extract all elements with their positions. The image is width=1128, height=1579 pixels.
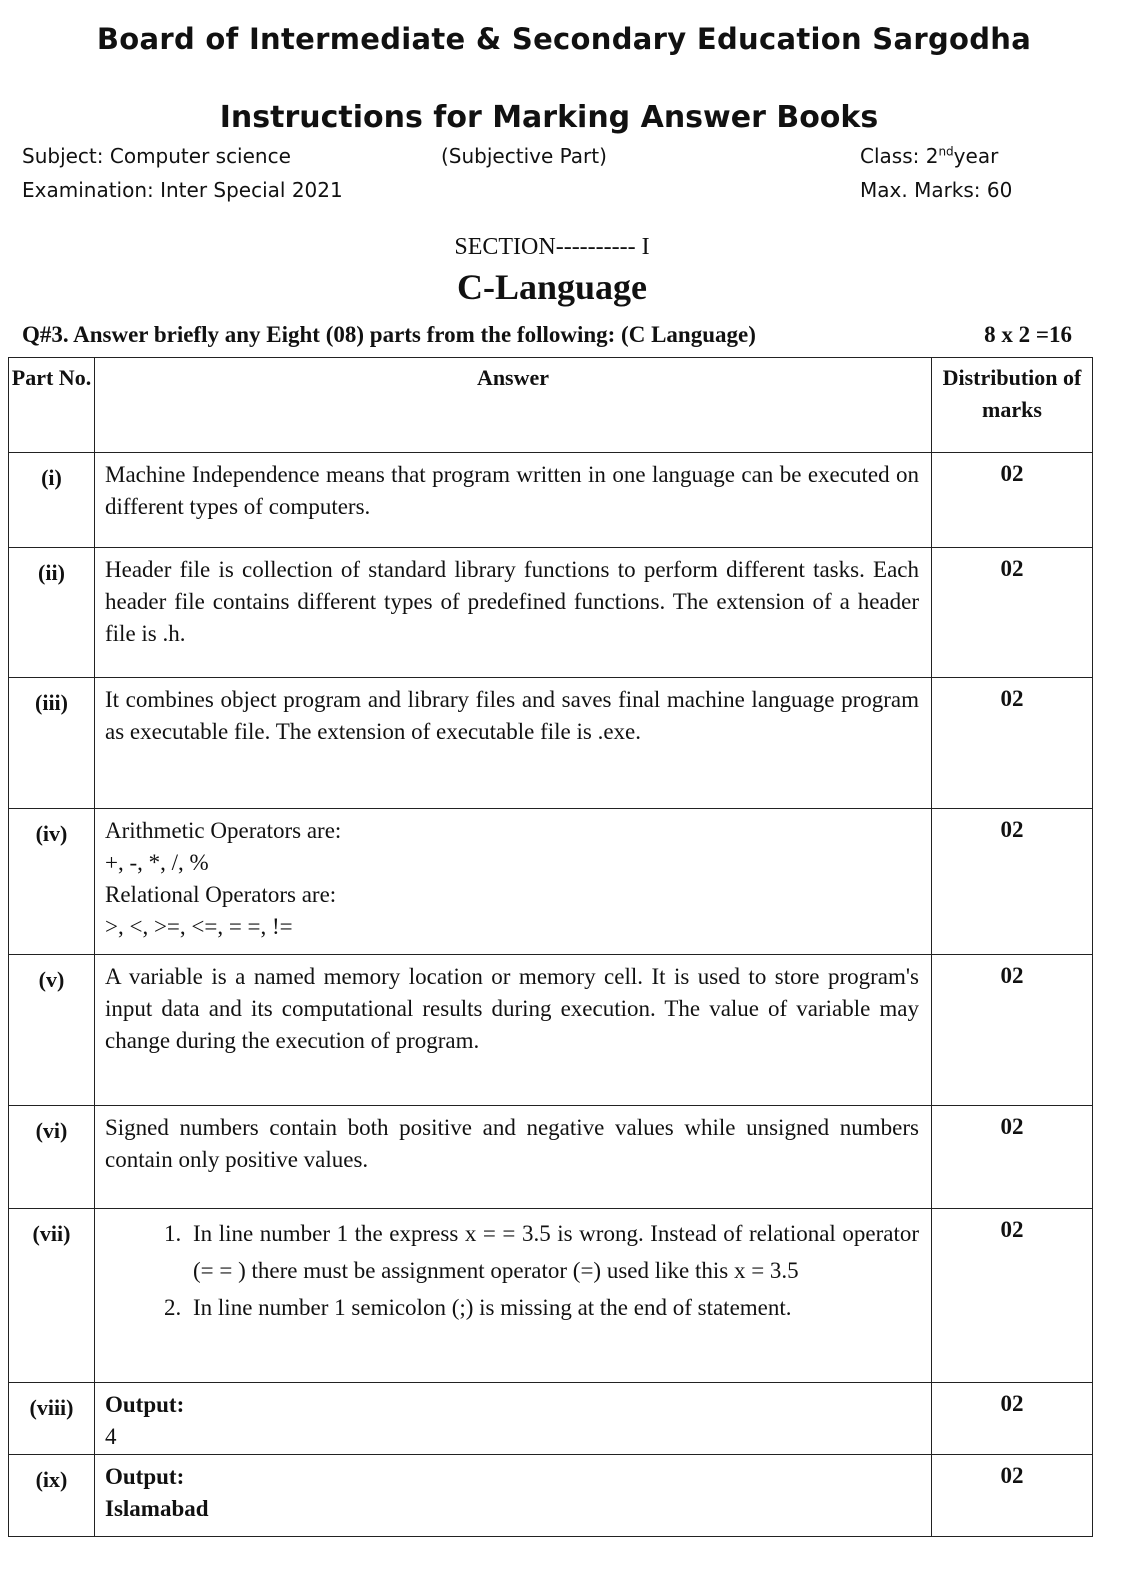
header-answer: Answer — [95, 358, 932, 453]
header-part: Part No. — [9, 358, 95, 453]
table-row — [9, 1455, 1093, 1537]
class-prefix: Class: 2 — [860, 144, 939, 168]
section-title: C-Language — [456, 267, 648, 307]
marks-value: 02 — [932, 548, 1093, 678]
table-header-row — [9, 358, 1093, 453]
answer-line: >, <, >=, <=, = =, != — [105, 914, 293, 939]
table-row — [9, 1106, 1093, 1209]
marks-value: 02 — [932, 1209, 1093, 1383]
answer-line: Relational Operators are: — [105, 882, 337, 907]
marks-value: 02 — [932, 1455, 1093, 1537]
marking-table — [8, 357, 1093, 1537]
part-number: (ix) — [9, 1455, 95, 1537]
part-number: (iv) — [9, 809, 95, 955]
answer-text: It combines object program and library files and saves final machine language program as executable file. The extension of executable file is .exe. — [95, 678, 932, 809]
output-label: Output: — [105, 1392, 185, 1417]
part-number: (vii) — [9, 1209, 95, 1383]
part-number: (iii) — [9, 678, 95, 809]
table-row — [9, 548, 1093, 678]
table-row — [9, 1383, 1093, 1455]
answer-text — [95, 1383, 932, 1455]
output-value: 4 — [105, 1424, 117, 1449]
answer-text: Signed numbers contain both positive and negative values while unsigned numbers contain only positive values. — [95, 1106, 932, 1209]
marks-value: 02 — [932, 955, 1093, 1106]
marks-value: 02 — [932, 453, 1093, 548]
table-row — [9, 678, 1093, 809]
class-superscript: nd — [938, 144, 954, 159]
table-row — [9, 955, 1093, 1106]
list-item: 2. In line number 1 semicolon (;) is missing at the end of statement. — [187, 1289, 919, 1326]
part-number: (viii) — [9, 1383, 95, 1455]
answer-list — [95, 1209, 932, 1383]
marks-value: 02 — [932, 809, 1093, 955]
output-value: Islamabad — [105, 1496, 209, 1521]
answer-text — [95, 809, 932, 955]
output-label: Output: — [105, 1464, 185, 1489]
part-number: (i) — [9, 453, 95, 548]
question-line — [22, 322, 1072, 348]
class-suffix: year — [953, 144, 999, 168]
subject-label: Subject: Computer science — [22, 144, 291, 168]
question-marks: 8 x 2 =16 — [984, 322, 1072, 347]
header-marks: Distribution of marks — [932, 358, 1093, 453]
table-row — [9, 453, 1093, 548]
answer-text — [95, 1455, 932, 1537]
answer-text: Header file is collection of standard library functions to perform different tasks. Each header file contains different types of predefined functions. The extension of a header file is .h. — [95, 548, 932, 678]
marks-value: 02 — [932, 1383, 1093, 1455]
part-number: (vi) — [9, 1106, 95, 1209]
marks-value: 02 — [932, 678, 1093, 809]
part-number: (v) — [9, 955, 95, 1106]
section-label: SECTION---------- I — [454, 234, 650, 260]
part-label: (Subjective Part) — [441, 144, 607, 168]
list-item: 1. In line number 1 the express x = = 3.5 is wrong. Instead of relational operator (= = ) there must be assignment operator (=) used like this x = 3.5 — [187, 1215, 919, 1289]
answer-text: A variable is a named memory location or memory cell. It is used to store program's input data and its computational results during execution. The value of variable may change during the execution of program. — [95, 955, 932, 1106]
answer-text: Machine Independence means that program written in one language can be executed on different types of computers. — [95, 453, 932, 548]
marks-value: 02 — [932, 1106, 1093, 1209]
class-label — [860, 144, 998, 168]
part-number: (ii) — [9, 548, 95, 678]
answer-line: Arithmetic Operators are: — [105, 818, 342, 843]
max-marks-label: Max. Marks: 60 — [860, 178, 1013, 202]
board-title: Board of Intermediate & Secondary Education Sargodha — [96, 22, 1032, 56]
answer-line: +, -, *, /, % — [105, 850, 209, 875]
table-row — [9, 809, 1093, 955]
table-row — [9, 1209, 1093, 1383]
instructions-title: Instructions for Marking Answer Books — [219, 100, 879, 135]
examination-label: Examination: Inter Special 2021 — [22, 178, 343, 202]
question-text: Q#3. Answer briefly any Eight (08) parts from the following: (C Language) — [22, 322, 756, 347]
